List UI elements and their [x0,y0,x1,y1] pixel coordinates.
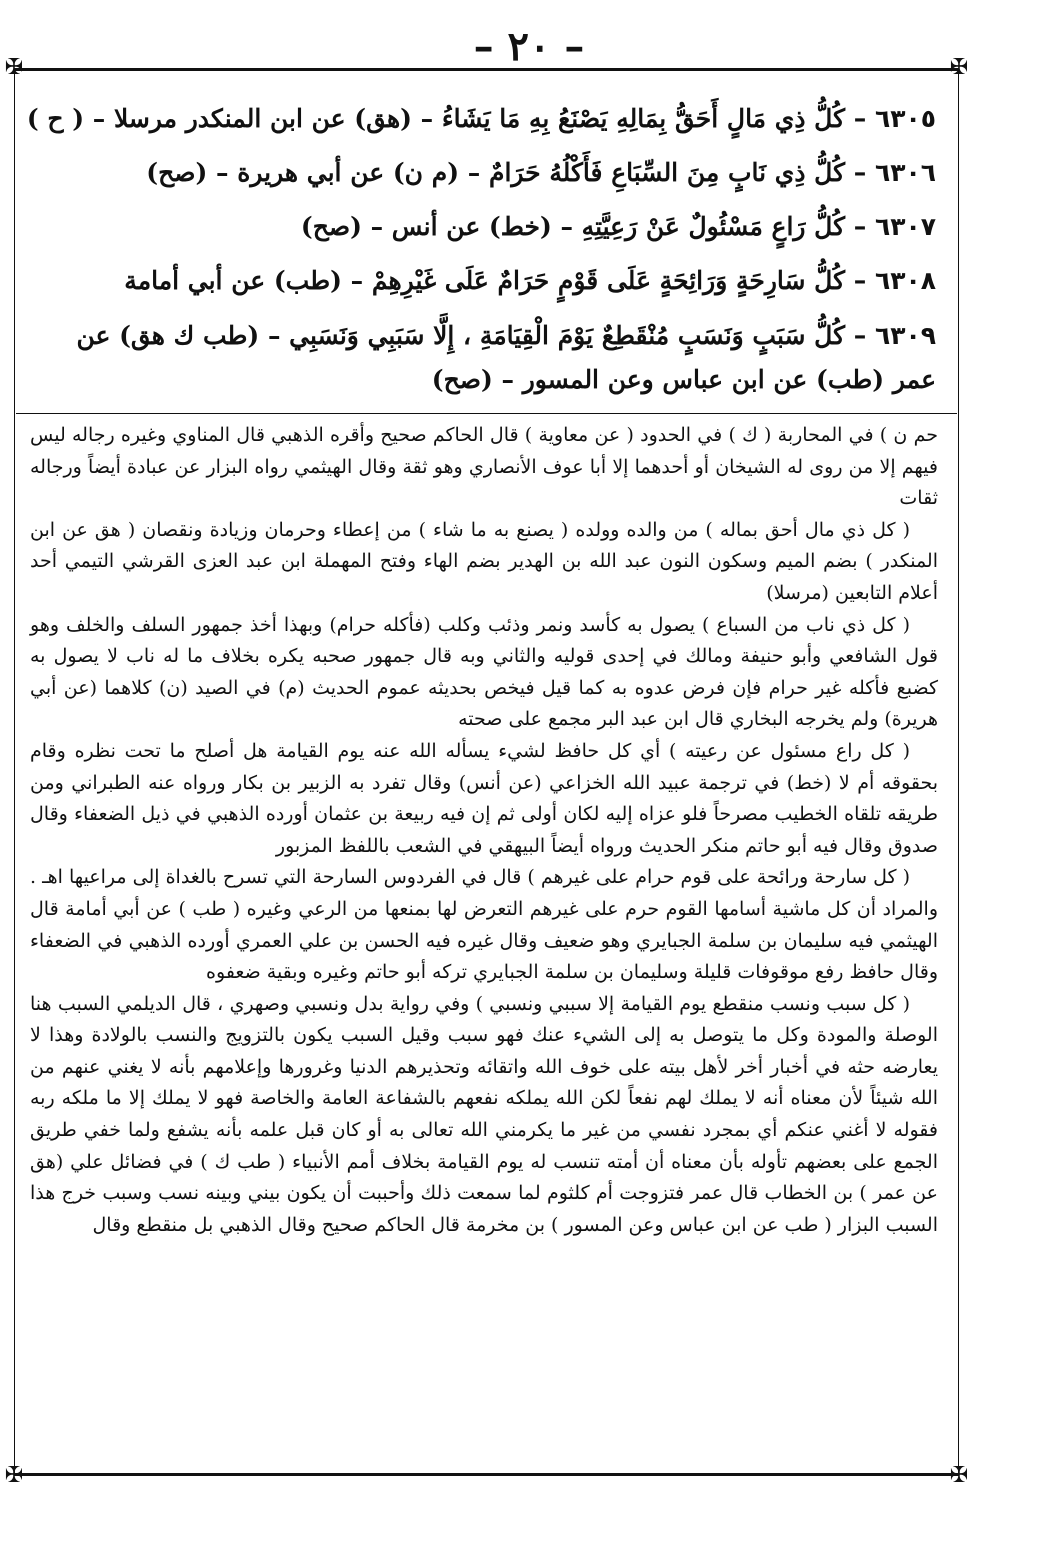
corner-ornament-icon: ✠ [4,1463,24,1488]
hadith-text: كُلُّ سَارِحَةٍ وَرَائِحَةٍ عَلَى قَوْمٍ حَرَامٌ عَلَى غَيْرِهِمْ – (طب) عن أبي أمامة [124,266,846,295]
commentary-paragraph: ( كل ذي ناب من السباع ) يصول به كأسد ونمر وذئب وكلب (فأكله حرام) وبهذا أخذ جمهور السلف والخلف وهو قول الشافعي وأبو حنيفة ومالك في إحدى قوليه والثاني وبه قال جمهور صحبه يكره بخلاف ما له ناب لا يصول به كضبع فأكله غير حرام فإن فرض عدوه به كما قيل فيخص بحديثه عموم الحديث (م) في الصيد (ن) كلاهما (عن أبي هريرة) ولم يخرجه البخاري قال ابن عبد البر مجمع على صحته [30,613,938,731]
hadith-entry [30,146,936,200]
hadith-number: ٦٣٠٥ – [853,104,936,133]
page-number: – ٢٠ – [473,23,585,70]
corner-ornament-icon: ✠ [4,55,24,80]
hadith-entry [26,92,936,146]
hadith-text: كُلُّ ذِي مَالٍ أَحَقُّ بِمَالِهِ يَصْنَعُ بِهِ مَا يَشَاءُ – (هق) عن ابن المنكدر مرسلا – ( ح ) [26,104,846,133]
footnote-separator [16,413,957,414]
hadith-text: كُلُّ رَاعٍ مَسْئُولٌ عَنْ رَعِيَّتِهِ – (خط) عن أنس – (صح) [300,212,846,241]
commentary-section [30,420,938,1241]
commentary-paragraph: ( كل ذي مال أحق بماله ) من والده وولده ( يصنع به ما شاء ) من إعطاء وحرمان وزيادة ونقصان ( هق عن ابن المنكدر ) بضم الميم وسكون النون عبد الله بن الهدير بضم الهاء وفتح المهملة ابن عبد العزى القرشي التيمي أحد أعلام التابعين (مرسلا) [30,518,938,604]
hadith-entry [30,254,936,308]
corner-ornament-icon: ✠ [949,55,969,80]
corner-ornament-icon: ✠ [949,1463,969,1488]
commentary-paragraph: ( كل راع مسئول عن رعيته ) أي كل حافظ لشيء يسأله الله عنه يوم القيامة هل أصلح ما تحت نظره وقام بحقوقه أم لا (خط) في ترجمة عبيد الله الخزاعي (عن أنس) وقال تفرد به الزبير بن بكار ورواه عنه الطبراني ومن طريقه تلقاه الخطيب مصرحاً فلو عزاه إليه لكان أولى ثم إن فيه ربيعة بن عثمان أورده الذهبي في ذيل الضعفاء وقال صدوق وقال فيه أبو حاتم منكر الحديث ورواه أيضاً البيهقي في الشعب باللفظ المزبور [30,739,938,857]
hadith-number: ٦٣٠٨ – [853,266,936,295]
hadith-number: ٦٣٠٦ – [853,158,936,187]
hadith-list [26,92,936,402]
commentary-paragraph: ( كل سارحة ورائحة على قوم حرام على غيرهم ) قال في الفردوس السارحة التي تسرح بالغداة إلى مراعيها اهـ . والمراد أن كل ماشية أسامها القوم حرم على غيرهم التعرض لها بمنعها من الرعي وغيره ( طب ) عن أبي أمامة قال الهيثمي فيه سليمان بن سلمة الجبايري وهو ضعيف وقال غيره فيه الحسن بن علي العمري أورده الذهبي في الضعفاء وقال حافظ رفع موقوفات قليلة وسليمان بن سلمة الجبايري تركه أبو حاتم وغيره وبقية ضعفوه [30,866,938,984]
hadith-entry [30,314,936,402]
hadith-number: ٦٣٠٩ – [853,321,936,350]
commentary-paragraph: ( كل سبب ونسب منقطع يوم القيامة إلا سببي ونسبي ) وفي رواية بدل ونسبي وصهري ، قال الديلمي السبب هنا الوصلة والمودة وكل ما يتوصل به إلى الشيء عنك فهو سبب وقيل السبب يكون بالتزويج والنسب بالولادة وهذا لا يعارضه حثه في أخبار أخر لأهل بيته على خوف الله واتقائه وتحذيرهم الدنيا وغرورها وإعلامهم بأنه لا يغني عنهم من الله شيئاً لأن معناه أنه لا يملك لهم نفعاً لكن الله يملكه نفعهم بالشفاعة العامة والخاصة فهو لا يملك إلا ما ملكه ربه فقوله لا أغني عنكم أي بمجرد نفسي من غير ما يكرمني الله تعالى به أو كان قبل علمه بأنه يشفع ولما خفي طريق الجمع على بعضهم تأوله بأن معناه أن أمته تنسب له يوم القيامة بخلاف أمم الأنبياء ( طب ك ) في فضائل علي (هق عن عمر ) بن الخطاب قال عمر فتزوجت أم كلثوم لما سمعت ذلك وأحببت أن يكون بيني وبينه نسب وسبب خرج هذا السبب البزار ( طب عن ابن عباس وعن المسور ) بن مخرمة قال الحاكم صحيح وقال الذهبي بل منقطع وقال [30,992,938,1236]
hadith-number: ٦٣٠٧ – [853,212,936,241]
hadith-text: كُلُّ ذِي نَابٍ مِنَ السِّبَاعِ فَأَكْلُهُ حَرَامٌ – (م ن) عن أبي هريرة – (صح) [146,158,846,187]
commentary-paragraph: حم ن ) في المحاربة ( ك ) في الحدود ( عن معاوية ) قال الحاكم صحيح وأقره الذهبي قال المناوي وغيره رجاله ليس فيهم إلا من روى له الشيخان أو أحدهما إلا أبا عوف الأنصاري وهو ثقة وقال الهيثمي رواه البزار عن عبادة أيضاً ورجاله ثقات [30,424,938,510]
hadith-text: كُلُّ سَبَبٍ وَنَسَبٍ مُنْقَطِعٌ يَوْمَ الْقِيَامَةِ ، إِلَّا سَبَبِي وَنَسَبِي – (طب ك هق) عن عمر (طب) عن ابن عباس وعن المسور – (صح) [76,321,936,394]
hadith-entry [30,200,936,254]
